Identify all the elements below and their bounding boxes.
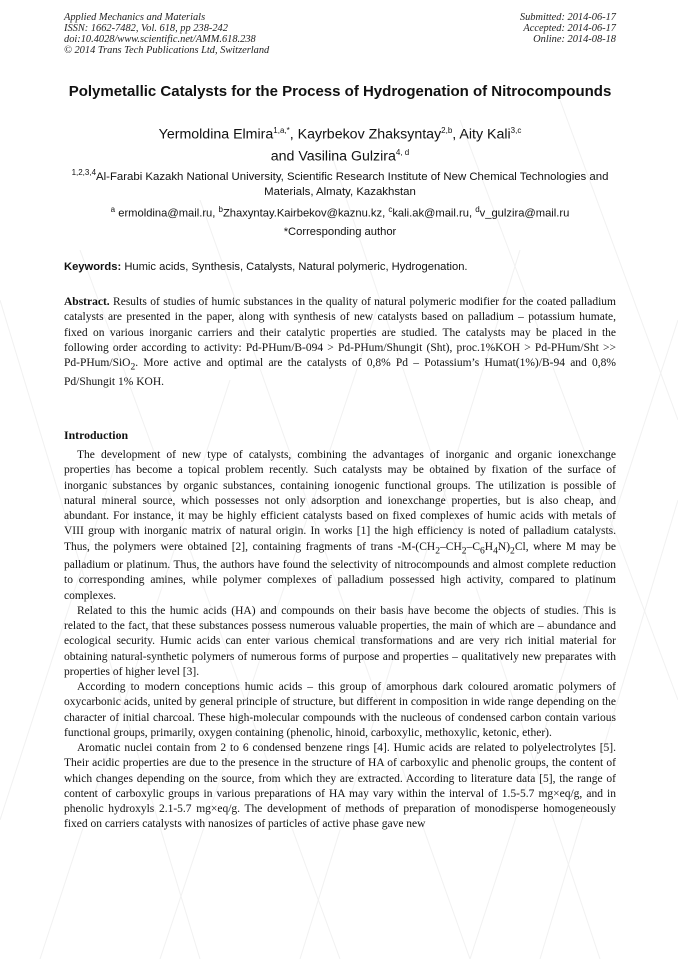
author-2-sup: 2,b (441, 126, 453, 135)
corresponding-author-note: *Corresponding author (283, 226, 397, 238)
author-4: Vasilina Gulzira (298, 148, 396, 165)
subscript: 2 (435, 544, 441, 556)
paragraph-1-part-a: The development of new type of catalysts, combining the advantages of inorganic and organic ionexchange properties has become a topical problem recently. Such catalysts may be obtained by fixation of the surface of inorganic substances by organic substances, containing ionogenic functional groups. The utilization is possible of natural mineral source, which possesses not only adsorption and ionexchange properties, but is also cheap, and abundant. For instance, it may be highly efficient catalysts based on fixed complexes of humic acids with metals of VIII group with inorganic matrix of natural origin. In works [1] the high efficiency is noted of palladium catalysts. Thus, the polymers were obtained [2], containing fragments of trans -M-(CH (64, 449, 616, 553)
keywords-label: Keywords: (64, 261, 122, 273)
author-1: Yermoldina Elmira (158, 126, 274, 143)
subscript: 4 (493, 544, 498, 556)
subscript: 2 (510, 544, 515, 556)
email-c-sup: c (388, 205, 393, 214)
email-c: kali.ak@mail.ru, (392, 207, 473, 220)
submitted-date: Submitted: 2014-06-17 (519, 12, 616, 23)
email-a: ermoldina@mail.ru, (118, 207, 216, 220)
issn: ISSN: 1662-7482, Vol. 618, pp 238-242 (64, 23, 228, 34)
author-3: Aity Kali (459, 126, 511, 143)
subscript: 2 (461, 544, 467, 556)
introduction-heading: Introduction (64, 428, 129, 442)
paragraph-3: According to modern conceptions humic acids – this group of amorphous dark coloured aromatic polymers of oxycarbonic acids, united by general principle of structure, but different in composition in wide range depending on the character of initial charcoal. These high-molecular compounds with the nucleous of condensed carbon contain various functional groups, primarily, oxygen containing (phenolic, hinoid, carboxylic, methoxylic, ketonic, ether). (64, 681, 616, 739)
email-list (64, 203, 616, 221)
author-4-sup: 4, d (395, 148, 410, 158)
paragraph-4: Aromatic nuclei contain from 2 to 6 condensed benzene rings [4]. Humic acids are related to polyelectrolytes [5]. Their acidic properties are due to the presence in the structure of HA of carboxylic and phenolic groups, the content of which changes depending on the source, from which they are extracted. According to literature data [5], the range of content of carboxylic groups in various preparations of HA may vary within the interval of 1.5-5.7 mg×eq/g, and in phenolic hydroxyls 2.1-5.7 mg×eq/g. The development of methods of preparation of monodisperse homogeneously fixed on carriers catalysts with nanosizes of particles of active phase gave new (64, 742, 616, 831)
keywords (64, 260, 616, 274)
accepted-date: Accepted: 2014-06-17 (523, 23, 616, 34)
abstract (64, 295, 616, 390)
paragraph-1-part-f: Cl, where M may be palladium or platinum. Thus, the authors have found the selectivity of nitrocompounds and almost complete reduction to corresponding amines, while polymer complexes of palladium possessed high activity, compared to platinum complexes. (64, 540, 616, 602)
affiliation-text: Al-Farabi Kazakh National University, Scientific Research Institute of New Chemical Technologies and Materials, Almaty, Kazakhstan (96, 170, 609, 199)
paper-title: Polymetallic Catalysts for the Process of Hydrogenation of Nitrocompounds (68, 83, 612, 100)
email-b-sup: b (218, 205, 223, 214)
author-list: Yermoldina Elmira$^{1,a,*}$, Kayrbekov Zhaksyntay$^{2,b}$, Aity Kali$^{3,c}$ and Vasilina Gulzira$^{4, d}$ (158, 126, 522, 165)
author-conjunction: and (270, 148, 295, 165)
abstract-subscript: 2 (130, 361, 136, 373)
online-date: Online: 2014-08-18 (533, 34, 616, 45)
email-a-sup: a (110, 205, 116, 214)
email-d-sup: d (475, 205, 480, 214)
affiliation-sup: 1,2,3,4 (71, 168, 97, 177)
keywords-text: Humic acids, Synthesis, Catalysts, Natural polymeric, Hydrogenation. (124, 261, 468, 273)
email-b: Zhaxyntay.Kairbekov@kaznu.kz, (222, 207, 386, 220)
author-3-sup: 3,c (510, 126, 522, 135)
subscript: 6 (479, 544, 485, 556)
abstract-label: Abstract. (64, 296, 110, 308)
paragraph-2: Related to this the humic acids (HA) and compounds on their basis have become the objects of studies. This is related to the fact, that these substances possess numerous valuable properties, the main of which are – abundance and ecological security. Humic acids can enter various chemical transformations and are very rich initial material for obtaining natural-synthetic polymers of numerous forms of purpose and properties – qualitatively new preparates with properties of higher level [3]. (64, 604, 616, 678)
abstract-text-1: Results of studies of humic substances in the quality of natural polymeric modifier for the coated palladium catalysts are presented in the paper, along with synthesis of new catalysts based on palladium – potassium humate, fixed on various inorganic carriers and their catalytic properties are studied. The catalysts may be placed in the following order according to activity: Pd-PHum/B-094 > Pd-PHum/Shungit (Sht), proc.1%KOH > Pd-PHum/Sht >> Pd-PHum/SiO (64, 296, 616, 370)
copyright: © 2014 Trans Tech Publications Ltd, Switzerland (64, 45, 270, 56)
affiliation (64, 165, 616, 201)
paragraph-1-part-d: H (484, 540, 494, 553)
dates-header (520, 12, 616, 45)
paragraph-1-part-b: –CH (440, 540, 462, 553)
journal-header (64, 12, 269, 56)
doi: doi:10.4028/www.scientific.net/AMM.618.238 (64, 34, 256, 45)
paragraph-1-part-c: –C (466, 540, 480, 553)
journal-name: Applied Mechanics and Materials (64, 12, 206, 23)
paragraph-1 (64, 448, 616, 604)
introduction-body (64, 448, 616, 833)
paragraph-1-part-e: N) (497, 540, 511, 553)
email-d: v_gulzira@mail.ru (479, 207, 570, 220)
author-2: Kayrbekov Zhaksyntay (297, 126, 442, 143)
abstract-text-2: . More active and optimal are the catalysts of 0,8% Pd – Potassium’s Humat(1%)/B-94 and 0,8% Pd/Shungit 1% KOH. (64, 357, 616, 388)
author-1-sup: 1,a,* (273, 126, 290, 135)
